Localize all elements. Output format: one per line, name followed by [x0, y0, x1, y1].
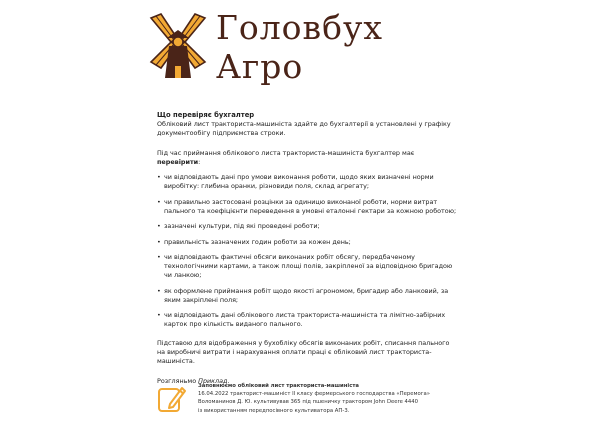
example-line: Воломанинов Д. Ю. культивував 365 під пшеничку трактором John Deere 4440: [198, 399, 419, 406]
example-line: із використанням передпосівного культиватора АП-3.: [198, 407, 350, 414]
logo-line-2: Агро: [216, 47, 304, 86]
see-suffix: .: [227, 377, 230, 385]
windmill-icon: [147, 12, 209, 80]
see-prefix: Розгляньмо: [157, 377, 199, 385]
example-line: 16.04.2022 тракторист-машиніст ІІ класу фермерського господарства «Перемога»: [198, 391, 430, 398]
check-intro-paragraph: [157, 149, 457, 167]
checklist: [157, 173, 457, 329]
logo-line-1: Головбух: [216, 8, 384, 47]
checklist-item: • правильність зазначених годин роботи за кожен день;: [157, 238, 457, 247]
check-intro-text: Під час приймання облікового листа тракториста-машиніста бухгалтер має: [157, 149, 415, 157]
example-link[interactable]: Приклад: [198, 377, 228, 385]
example-title: Заповнюємо обліковий лист тракториста-машиніста: [198, 383, 360, 389]
logo-wordmark: [216, 8, 383, 86]
pencil-icon: [157, 384, 187, 414]
check-intro-tail: :: [198, 158, 201, 166]
checklist-item: • зазначені культури, під які проведені роботи;: [157, 222, 457, 231]
checklist-item: • як оформлене приймання робіт щодо якості агрономом, бригадир або ланковий, за яким закріплені поля;: [157, 287, 457, 305]
checklist-item: • чи правильно застосовані розцінки за одиницю виконаної роботи, норми витрат пального та коефіцієнти переведення в умовні еталонні гектари за кожною роботою;: [157, 198, 457, 216]
checklist-item: • чи відповідають дані про умови виконання роботи, щодо яких визначені норми виробітку: глибина оранки, різновиди поля, склад агрегату;: [157, 173, 457, 191]
checklist-item: • чи відповідають дані облікового листа тракториста-машиніста та лімітно-забірних карток про кількість виданого пального.: [157, 311, 457, 329]
article-content: [157, 111, 457, 386]
example-text: [198, 382, 457, 415]
basis-paragraph: Підставою для відображення у бухобліку обсягів виконаних робіт, списання пального на виробничі витрати і нарахування оплати праці є обліковий лист тракториста-машиніста.: [157, 339, 450, 365]
example-block: [157, 382, 457, 438]
logo[interactable]: [147, 10, 457, 88]
section-heading: Що перевіряє бухгалтер: [157, 111, 255, 119]
check-intro-bold: перевірити: [157, 158, 199, 166]
checklist-item: • чи відповідають фактичні обсяги виконаних робіт обсягу, передбаченому технологічними картами, а також площі полів, закріпленої за відповідною бригадою чи ланкою;: [157, 253, 457, 280]
intro-paragraph: Обліковий лист тракториста-машиніста здайте до бухгалтерії в установлені у графіку документообігу підприємства строки.: [157, 120, 451, 137]
